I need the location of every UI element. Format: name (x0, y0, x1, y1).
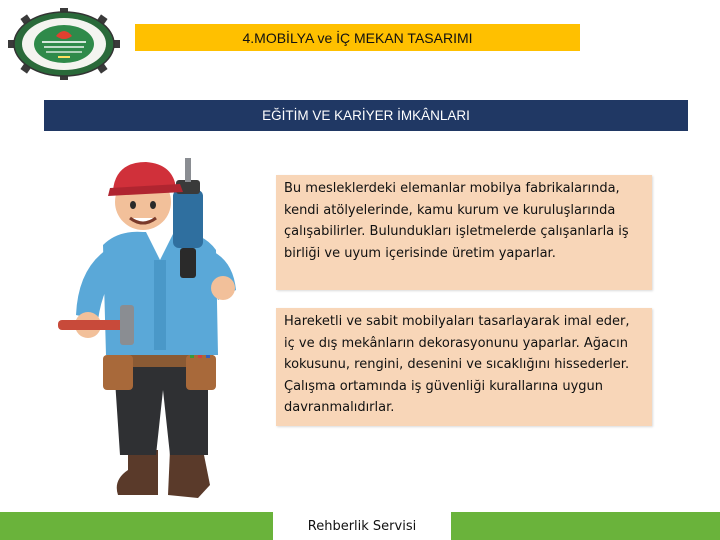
footer-label: Rehberlik Servisi (273, 512, 451, 540)
section-heading: EĞİTİM VE KARİYER İMKÂNLARI (44, 100, 688, 131)
career-paragraph-workplaces: Bu mesleklerdeki elemanlar mobilya fabrikalarında, kendi atölyelerinde, kamu kurum ve kuruluşlarında çalışabilirler. Bulundukları işletmelerde çalışanlarla iş birliği ve uyum içerisinde üretim yaparlar. (276, 175, 652, 290)
school-gear-emblem-icon (8, 8, 120, 80)
carpenter-with-drill-and-hammer-icon (58, 150, 258, 508)
page-title: 4.MOBİLYA ve İÇ MEKAN TASARIMI (135, 24, 580, 51)
worker-illustration (58, 150, 258, 508)
career-paragraph-duties: Hareketli ve sabit mobilyaları tasarlayarak imal eder, iç ve dış mekânların dekorasyonunu yaparlar. Ağacın kokusunu, rengini, desenini ve sıcaklığını hissederler. Çalışma ortamında iş güvenliği kurallarına uygun davranmalıdırlar. (276, 308, 652, 426)
school-logo (8, 8, 120, 80)
